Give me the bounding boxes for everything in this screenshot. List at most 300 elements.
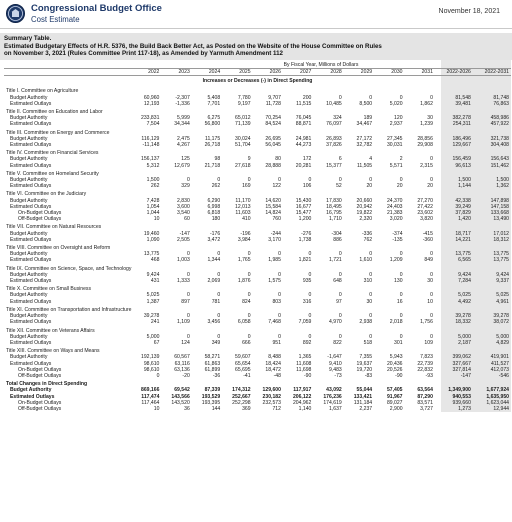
table-cell: 0 <box>399 177 403 184</box>
table-cell: 0 <box>430 313 433 320</box>
table-cell: 11,515 <box>296 100 312 107</box>
table-cell: 11,170 <box>235 197 251 204</box>
year-header: 2022-2031 <box>473 68 511 75</box>
table-cell: 1,003 <box>177 257 190 264</box>
year-header: 2025 <box>222 68 252 75</box>
table-cell: 0 <box>338 177 342 184</box>
table-cell: 2,069 <box>207 278 221 285</box>
table-cell: -83 <box>364 372 373 379</box>
table-cell: 32,782 <box>356 142 373 149</box>
table-cell: 0 <box>278 333 281 340</box>
row-label: Estimated Outlays <box>10 142 52 149</box>
table-cell: 189 <box>363 115 373 122</box>
row-label: Estimated Outlays <box>10 298 52 305</box>
table-cell: 61,899 <box>204 366 221 373</box>
table-cell: -2,307 <box>175 94 190 101</box>
table-cell: 60,567 <box>174 354 190 361</box>
table-cell: 19,822 <box>356 210 373 217</box>
year-header: 2030 <box>374 68 404 75</box>
table-cell: 98,610 <box>143 366 160 373</box>
table-cell: 193,395 <box>201 399 221 406</box>
year-header: 2029 <box>344 68 374 75</box>
row-label: On-Budget Outlays <box>18 366 62 373</box>
table-cell: 822 <box>333 339 342 346</box>
table-cell: 60 <box>184 216 190 223</box>
section-title-row <box>4 305 511 313</box>
section-title: Title IV. Committee on Financial Services <box>6 150 99 157</box>
table-cell: 83,571 <box>417 399 433 406</box>
table-cell: 3,600 <box>177 203 190 210</box>
table-cell: 1,756 <box>420 319 433 326</box>
table-cell: 2,937 <box>389 121 403 128</box>
summary-table <box>4 60 511 412</box>
table-cell: 24,981 <box>295 135 312 142</box>
table-cell: 0 <box>369 292 373 299</box>
table-cell: 0 <box>247 292 251 299</box>
table-cell: 27,345 <box>386 135 403 142</box>
table-title-line: Summary Table. <box>4 35 52 42</box>
table-cell: 1,044 <box>146 210 160 217</box>
table-cell: 80 <box>275 156 281 163</box>
table-cell: 20,942 <box>356 203 373 210</box>
table-cell: -196 <box>240 230 251 237</box>
table-cell: -304 <box>331 230 342 237</box>
table-cell: 76,097 <box>326 121 342 128</box>
table-cell: 30 <box>427 278 433 285</box>
table-cell: 15,377 <box>326 162 342 169</box>
table-cell: 14,824 <box>265 210 281 217</box>
table-cell: 117,474 <box>141 393 160 400</box>
table-cell: 6,290 <box>207 197 221 204</box>
table-cell: 230,182 <box>262 393 281 400</box>
table-cell: 3,170 <box>268 236 281 243</box>
table-cell: 1,209 <box>389 257 403 264</box>
table-cell: 65,695 <box>234 366 251 373</box>
table-cell: 0 <box>278 313 281 320</box>
table-cell: 29,908 <box>417 142 433 149</box>
table-cell: 712 <box>272 405 281 412</box>
table-cell: -360 <box>422 236 433 243</box>
table-cell: 109 <box>424 339 433 346</box>
table-cell: 349 <box>211 339 221 346</box>
row-label: Estimated Outlays <box>10 100 52 107</box>
row-label: Budget Authority <box>10 354 48 361</box>
table-cell: -147 <box>179 230 190 237</box>
year-header-row <box>4 68 511 75</box>
section-title: Title X. Committee on Small Business <box>6 286 92 293</box>
table-cell: 98,610 <box>143 360 160 367</box>
table-cell: 3,820 <box>420 216 433 223</box>
section-title: Title VII. Committee on Natural Resources <box>6 224 102 231</box>
table-cell: 11,505 <box>356 162 373 169</box>
table-cell: 26,893 <box>326 135 342 142</box>
section-title: Title XIII. Committee on Ways and Means <box>6 348 100 355</box>
table-cell: 117,917 <box>293 387 312 394</box>
table-cell: 23,602 <box>417 210 433 217</box>
table-cell: 21,718 <box>204 162 221 169</box>
table-title-block <box>0 33 512 60</box>
table-cell: 4,267 <box>177 142 190 149</box>
row-label: Estimated Outlays <box>10 121 52 128</box>
table-cell: 186,496 <box>452 135 471 142</box>
table-cell: 36 <box>184 405 190 412</box>
table-cell: 0 <box>430 177 433 184</box>
table-cell: 26,695 <box>265 135 281 142</box>
year-header: 2022-2026 <box>435 68 473 75</box>
table-cell: 51,704 <box>234 142 251 149</box>
table-cell: 5,571 <box>389 162 403 169</box>
table-cell: 316 <box>302 298 312 305</box>
table-cell: 22,739 <box>417 360 433 367</box>
table-cell: -546 <box>498 372 509 379</box>
table-cell: 5,408 <box>207 94 221 101</box>
table-cell: 30,024 <box>234 135 251 142</box>
table-cell: 27,270 <box>417 197 433 204</box>
table-cell: 0 <box>399 251 403 258</box>
table-cell: -336 <box>361 230 373 237</box>
table-cell: 254,311 <box>452 121 471 128</box>
table-cell: 116,129 <box>141 135 160 142</box>
table-cell: 38,072 <box>493 319 509 326</box>
year-header: 2027 <box>283 68 313 75</box>
table-cell: 0 <box>399 333 403 340</box>
table-cell: 6,818 <box>207 210 221 217</box>
table-cell: 52 <box>336 183 342 190</box>
table-cell: -41 <box>243 372 251 379</box>
table-cell: 0 <box>338 292 342 299</box>
table-cell: 666 <box>242 339 251 346</box>
table-cell: 17,012 <box>493 230 509 237</box>
table-cell: -415 <box>422 230 433 237</box>
row-label: Budget Authority <box>10 177 48 184</box>
table-cell: 96,613 <box>455 162 471 169</box>
table-cell: 1,239 <box>420 121 433 128</box>
table-cell: 7,284 <box>458 278 471 285</box>
table-cell: 411,527 <box>490 360 509 367</box>
table-cell: 1,140 <box>298 405 312 412</box>
row-label: Budget Authority <box>10 251 48 258</box>
table-cell: 0 <box>399 313 403 320</box>
row-label: Off-Budget Outlays <box>18 372 62 379</box>
table-cell: 7,701 <box>207 100 221 107</box>
table-cell: 0 <box>369 333 373 340</box>
table-cell: -147 <box>460 372 471 379</box>
row-label: Budget Authority <box>10 115 48 122</box>
table-cell: 8,488 <box>268 354 281 361</box>
table-cell: 6,998 <box>207 203 221 210</box>
table-cell: 15,430 <box>295 197 312 204</box>
table-cell: 18,717 <box>455 230 471 237</box>
table-cell: 0 <box>247 177 251 184</box>
document-type: Cost Estimate <box>31 15 80 24</box>
table-cell: 58,271 <box>204 354 221 361</box>
table-cell: 458,986 <box>490 115 509 122</box>
table-cell: 0 <box>308 251 312 258</box>
table-cell: 206,122 <box>292 393 312 400</box>
table-cell: 42,338 <box>455 197 471 204</box>
table-cell: 70,254 <box>265 115 281 122</box>
section-title: Title XII. Committee on Veterans Affairs <box>6 327 95 334</box>
table-cell: 0 <box>247 271 251 278</box>
table-cell: 13,775 <box>493 257 509 264</box>
section-title-row <box>4 86 511 94</box>
table-cell: 0 <box>430 251 433 258</box>
report-date: November 18, 2021 <box>438 8 500 15</box>
row-label: Budget Authority <box>10 271 48 278</box>
table-cell: 0 <box>186 251 190 258</box>
table-cell: 12,679 <box>174 162 190 169</box>
table-cell: 37,829 <box>455 210 471 217</box>
table-cell: 156,459 <box>452 156 471 163</box>
table-cell: 131,184 <box>353 399 373 406</box>
table-cell: 39,278 <box>143 313 160 320</box>
table-cell: 0 <box>308 333 312 340</box>
table-cell: 0 <box>430 271 433 278</box>
table-cell: 4,829 <box>496 339 509 346</box>
table-cell: -1,647 <box>327 354 342 361</box>
table-cell: 176,236 <box>323 393 342 400</box>
section-title-row <box>4 128 511 136</box>
table-cell: 1,637 <box>329 405 342 412</box>
table-cell: 151,462 <box>490 162 509 169</box>
table-cell: 10 <box>153 405 160 412</box>
table-cell: -1,336 <box>175 100 190 107</box>
table-cell: 0 <box>308 292 312 299</box>
table-cell: 26,718 <box>204 142 221 149</box>
table-cell: 13,775 <box>455 251 471 258</box>
table-cell: 762 <box>363 236 373 243</box>
table-cell: 122 <box>272 183 281 190</box>
table-cell: 7,355 <box>359 354 373 361</box>
table-cell: 252,298 <box>232 399 251 406</box>
row-label: Budget Authority <box>10 313 48 320</box>
table-cell: 81,548 <box>455 94 471 101</box>
table-cell: 98 <box>214 156 221 163</box>
row-label: Budget Authority <box>10 94 48 101</box>
table-cell: 9,197 <box>237 100 251 107</box>
table-cell: 6 <box>338 156 342 163</box>
table-cell: 3,472 <box>207 236 221 243</box>
increase-label: Increases or Decreases (-) in Direct Spending <box>202 78 313 85</box>
table-cell: 0 <box>217 313 221 320</box>
table-cell: 1,500 <box>458 177 471 184</box>
table-cell: 324 <box>333 115 342 122</box>
table-cell: 824 <box>242 298 251 305</box>
table-cell: 7,468 <box>268 319 281 326</box>
section-title-row <box>4 189 511 197</box>
section-title-row <box>4 243 511 251</box>
table-cell: 233,831 <box>140 115 160 122</box>
table-cell: 106 <box>302 183 312 190</box>
table-cell: 147,158 <box>490 203 509 210</box>
row-label: Estimated Outlays <box>10 203 52 210</box>
table-cell: 87,290 <box>417 393 433 400</box>
table-cell: 2,315 <box>420 162 433 169</box>
table-cell: 0 <box>399 271 403 278</box>
table-cell: 30 <box>427 115 433 122</box>
year-header: 2031 <box>405 68 435 75</box>
table-cell: 11,175 <box>204 135 221 142</box>
table-cell: 1,109 <box>177 319 190 326</box>
row-label: On-Budget Outlays <box>18 399 62 406</box>
table-cell: 63,564 <box>417 387 433 394</box>
table-cell: 0 <box>217 271 221 278</box>
table-cell: 0 <box>338 333 342 340</box>
table-cell: 1,710 <box>329 216 342 223</box>
table-cell: 61,863 <box>204 360 221 367</box>
table-cell: -93 <box>425 372 433 379</box>
table-cell: 20,526 <box>386 366 403 373</box>
table-cell: 2,505 <box>177 236 190 243</box>
table-cell: 14,620 <box>265 197 281 204</box>
table-cell: 781 <box>211 298 221 305</box>
table-cell: 5,000 <box>496 333 509 340</box>
table-cell: 0 <box>186 292 190 299</box>
table-cell: 117,464 <box>141 399 160 406</box>
table-cell: 39,278 <box>493 313 509 320</box>
section-title: Title I. Committee on Agriculture <box>6 88 79 95</box>
table-cell: 0 <box>217 292 221 299</box>
table-cell: 1,420 <box>458 216 471 223</box>
table-cell: 169 <box>242 183 251 190</box>
table-cell: 0 <box>247 251 251 258</box>
table-cell: 1,387 <box>146 298 160 305</box>
table-cell: 13,775 <box>493 251 509 258</box>
table-cell: 76,863 <box>493 100 509 107</box>
table-cell: 14,221 <box>455 236 471 243</box>
table-cell: 37,826 <box>326 142 342 149</box>
section-title-row <box>4 379 511 387</box>
table-cell: 0 <box>217 333 221 340</box>
table-cell: 28,888 <box>265 162 281 169</box>
section-title-row <box>4 284 511 292</box>
table-cell: 19,637 <box>356 360 373 367</box>
table-cell: 1,721 <box>329 257 342 264</box>
table-cell: 4,970 <box>329 319 342 326</box>
table-cell: 16,677 <box>295 203 312 210</box>
row-label: Budget Authority <box>10 230 48 237</box>
table-cell: 143,566 <box>171 393 190 400</box>
table-cell: 16,795 <box>326 210 342 217</box>
table-cell: 321,738 <box>490 135 509 142</box>
table-cell: 3,540 <box>177 210 190 217</box>
table-cell: -48 <box>273 372 281 379</box>
table-cell: 304,408 <box>490 142 509 149</box>
table-cell: 3,984 <box>237 236 251 243</box>
table-cell: 44,273 <box>295 142 312 149</box>
table-cell: 30 <box>366 298 373 305</box>
table-cell: 60,960 <box>143 94 160 101</box>
table-cell: 886 <box>333 236 342 243</box>
table-cell: 34,344 <box>174 121 190 128</box>
table-cell: 869,166 <box>140 387 160 394</box>
table-cell: 1,635,950 <box>486 393 509 400</box>
table-cell: 129,600 <box>262 387 281 394</box>
table-cell: 10,485 <box>326 100 342 107</box>
section-title-row <box>4 346 511 354</box>
table-cell: 143,520 <box>171 399 190 406</box>
table-cell: 518 <box>363 339 373 346</box>
table-cell: 18,472 <box>265 366 281 373</box>
table-cell: 6,275 <box>207 115 221 122</box>
row-label: Budget Authority <box>10 135 48 142</box>
row-label: Estimated Outlays <box>10 183 52 190</box>
table-cell: 1,623,044 <box>486 399 509 406</box>
table-cell: 252,667 <box>232 393 251 400</box>
table-cell: 5,025 <box>458 292 471 299</box>
table-cell: 156,137 <box>140 156 160 163</box>
table-cell: 6,058 <box>237 319 251 326</box>
table-cell: 16 <box>396 298 403 305</box>
summary-table-container <box>4 60 508 412</box>
table-cell: 15,584 <box>265 203 281 210</box>
row-label: Estimated Outlays <box>10 339 52 346</box>
table-cell: 4 <box>369 156 373 163</box>
table-cell: 0 <box>369 251 373 258</box>
year-header: 2026 <box>253 68 283 75</box>
table-cell: -135 <box>392 236 403 243</box>
table-cell: 0 <box>278 271 281 278</box>
table-cell: 88,871 <box>295 121 312 128</box>
table-cell: 11,603 <box>235 210 251 217</box>
table-cell: 69,542 <box>174 387 190 394</box>
table-cell: 0 <box>369 94 373 101</box>
table-cell: 0 <box>308 313 312 320</box>
table-cell: 18,495 <box>326 203 342 210</box>
table-cell: 382,278 <box>452 115 471 122</box>
table-cell: 7,780 <box>237 94 251 101</box>
table-cell: 193,529 <box>201 393 221 400</box>
table-cell: 3,456 <box>207 319 221 326</box>
table-cell: -176 <box>209 230 221 237</box>
table-cell: 369 <box>242 405 251 412</box>
table-cell: 9,424 <box>458 271 471 278</box>
table-cell: 5,025 <box>146 292 160 299</box>
table-cell: 0 <box>247 333 251 340</box>
table-cell: 892 <box>302 339 312 346</box>
table-cell: 232,573 <box>262 399 281 406</box>
table-cell: -244 <box>270 230 281 237</box>
table-cell: 1,765 <box>237 257 251 264</box>
table-cell: 1,575 <box>268 278 281 285</box>
table-cell: 4,492 <box>458 298 471 305</box>
table-cell: 2,237 <box>359 405 373 412</box>
table-cell: 0 <box>186 313 190 320</box>
table-cell: 18,312 <box>493 236 509 243</box>
table-cell: 156,643 <box>490 156 509 163</box>
row-label: Estimated Outlays <box>10 360 52 367</box>
table-cell: 1,677,924 <box>486 387 509 394</box>
table-cell: 39,481 <box>455 100 471 107</box>
table-cell: -90 <box>395 372 403 379</box>
table-cell: 18,332 <box>455 319 471 326</box>
table-cell: 34,467 <box>356 121 373 128</box>
table-cell: 0 <box>430 94 433 101</box>
table-cell: 2,187 <box>458 339 471 346</box>
table-cell: 2,320 <box>359 216 373 223</box>
table-cell: 310 <box>363 278 373 285</box>
table-cell: 457,922 <box>490 121 509 128</box>
table-cell: 329 <box>181 183 190 190</box>
table-cell: 0 <box>217 251 221 258</box>
table-cell: 180 <box>211 216 221 223</box>
table-cell: 120 <box>394 115 403 122</box>
table-cell: 1,500 <box>496 177 509 184</box>
table-cell: 89,027 <box>386 399 403 406</box>
table-cell: 2 <box>399 156 403 163</box>
table-cell: 3,727 <box>420 405 433 412</box>
table-cell: 9,424 <box>146 271 160 278</box>
